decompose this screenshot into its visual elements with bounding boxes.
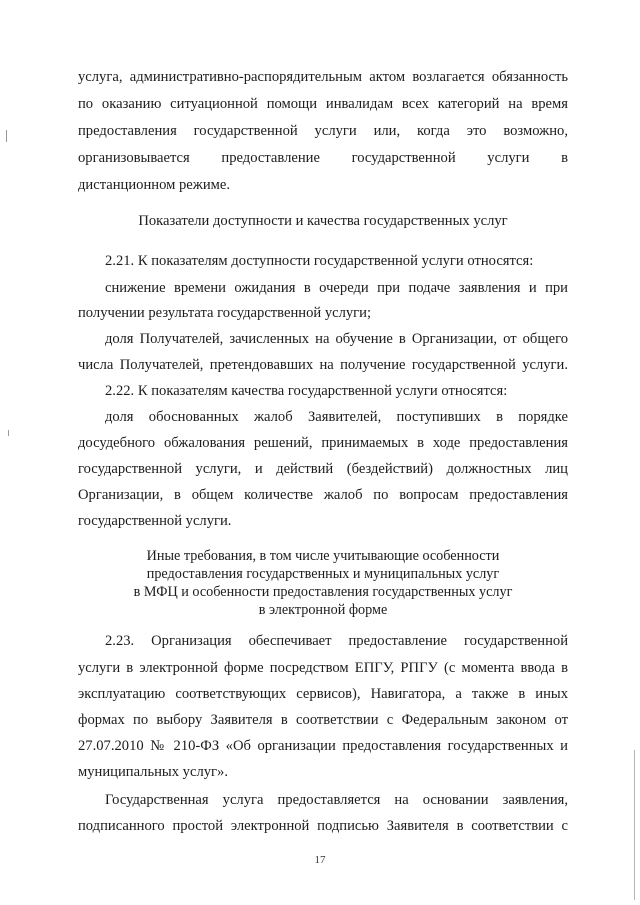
paragraph-1-line-5: дистанционном режиме. xyxy=(78,177,231,193)
item-2-23-line-4: формах по выбору Заявителя в соответствии с Федеральным законом от xyxy=(78,712,568,728)
item-2-22-bullet-1-line-5: государственной услуги. xyxy=(78,513,232,529)
item-2-22-bullet-1-line-3: государственной услуги, и действий (бездействий) должностных лиц xyxy=(78,461,568,477)
scan-mark-left xyxy=(6,130,7,142)
item-2-23-line-1: 2.23. Организация обеспечивает предоставление государственной xyxy=(105,633,568,649)
item-2-21-bullet-2-line-2: числа Получателей, претендовавших на получение государственной услуги. xyxy=(78,357,568,373)
item-2-22-bullet-1-line-4: Организации, в общем количестве жалоб по вопросам предоставления xyxy=(78,487,568,503)
final-paragraph-line-2: подписанного простой электронной подписью Заявителя в соответствии с xyxy=(78,818,568,834)
item-2-23-line-2: услуги в электронной форме посредством ЕПГУ, РПГУ (с момента ввода в xyxy=(78,660,568,676)
page-number: 17 xyxy=(314,854,326,866)
scan-mark-left-2 xyxy=(8,430,9,436)
final-paragraph-line-1: Государственная услуга предоставляется на основании заявления, xyxy=(105,792,568,808)
item-2-21-intro: 2.21. К показателям доступности государственной услуги относятся: xyxy=(105,253,534,269)
item-2-23-line-3: эксплуатацию соответствующих сервисов), Навигатора, а также в иных xyxy=(78,686,568,702)
section-2-heading-line-3: в МФЦ и особенности предоставления государственных услуг xyxy=(133,584,513,600)
item-2-21-bullet-1-line-2: получении результата государственной услуги; xyxy=(78,305,372,321)
paragraph-1-line-1: услуга, административно-распорядительным актом возлагается обязанность xyxy=(78,69,568,85)
item-2-23-line-5: 27.07.2010 № 210-ФЗ «Об организации предоставления государственных и xyxy=(78,738,568,754)
section-2-heading-line-1: Иные требования, в том числе учитывающие особенности xyxy=(146,548,500,564)
item-2-21-bullet-1-line-1: снижение времени ожидания в очереди при подаче заявления и при xyxy=(105,280,568,296)
section-1-heading: Показатели доступности и качества государственных услуг xyxy=(138,213,508,229)
item-2-23-line-6: муниципальных услуг». xyxy=(78,764,228,780)
section-2-heading-line-2: предоставления государственных и муниципальных услуг xyxy=(146,566,500,582)
section-2-heading-line-4: в электронной форме xyxy=(258,602,388,618)
item-2-22-intro: 2.22. К показателям качества государственной услуги относятся: xyxy=(105,383,508,399)
scan-mark-right xyxy=(634,750,635,900)
item-2-21-bullet-2-line-1: доля Получателей, зачисленных на обучение в Организации, от общего xyxy=(105,331,568,347)
paragraph-1-line-2: по оказанию ситуационной помощи инвалидам всех категорий на время xyxy=(78,96,568,112)
item-2-22-bullet-1-line-1: доля обоснованных жалоб Заявителей, поступивших в порядке xyxy=(105,409,568,425)
paragraph-1-line-3: предоставления государственной услуги или, когда это возможно, xyxy=(78,123,568,139)
paragraph-1-line-4: организовывается предоставление государственной услуги в xyxy=(78,150,568,166)
item-2-22-bullet-1-line-2: досудебного обжалования решений, принимаемых в ходе предоставления xyxy=(78,435,568,451)
